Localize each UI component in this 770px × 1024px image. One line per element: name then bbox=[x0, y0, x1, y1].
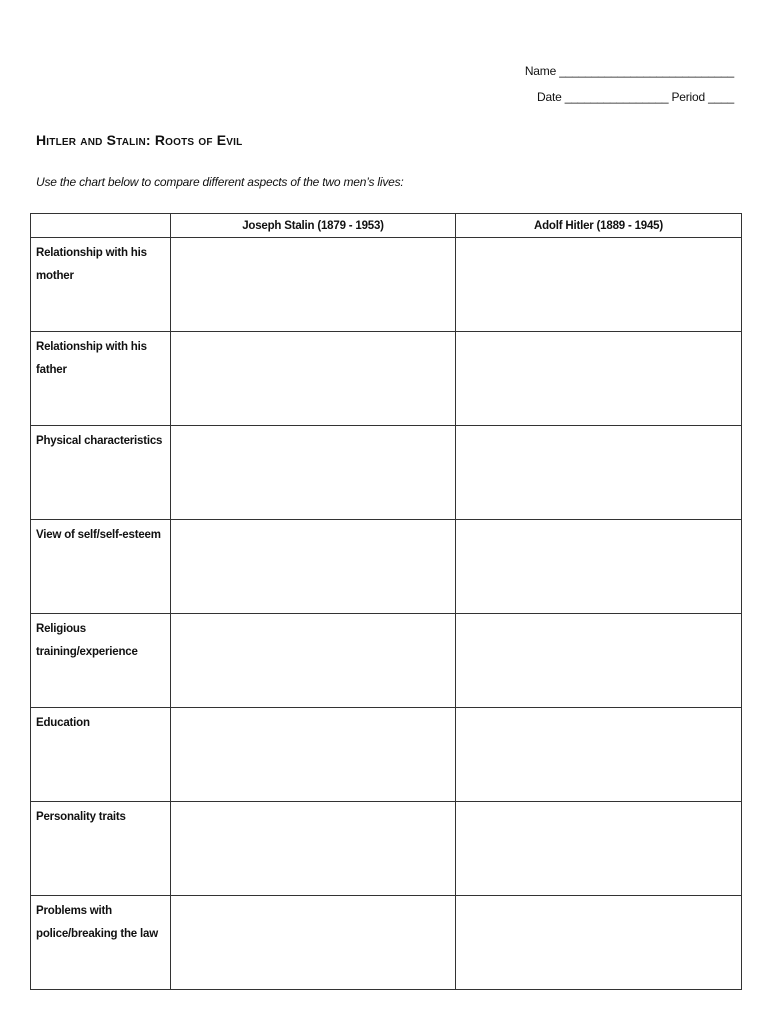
table-row bbox=[31, 426, 742, 520]
header-cell-hitler: Adolf Hitler (1889 - 1945) bbox=[456, 214, 742, 238]
instructions: Use the chart below to compare different aspects of the two men’s lives: bbox=[36, 175, 404, 189]
table-row bbox=[31, 802, 742, 896]
stalin-answer-cell[interactable] bbox=[171, 896, 456, 990]
stalin-answer-cell[interactable] bbox=[171, 802, 456, 896]
name-label: Name bbox=[524, 64, 557, 78]
row-label-police: Problems with police/breaking the law bbox=[31, 896, 171, 990]
stalin-answer-cell[interactable] bbox=[171, 332, 456, 426]
comparison-chart bbox=[30, 213, 742, 990]
row-label-mother: Relationship with his mother bbox=[31, 238, 171, 332]
hitler-answer-cell[interactable] bbox=[456, 614, 742, 708]
stalin-answer-cell[interactable] bbox=[171, 708, 456, 802]
table-row bbox=[31, 614, 742, 708]
table-row bbox=[31, 708, 742, 802]
table-row bbox=[31, 896, 742, 990]
hitler-answer-cell[interactable] bbox=[456, 426, 742, 520]
header-cell-empty bbox=[31, 214, 171, 238]
name-blank[interactable]: ___________________________ bbox=[559, 64, 734, 78]
hitler-answer-cell[interactable] bbox=[456, 802, 742, 896]
date-period-field[interactable] bbox=[537, 90, 734, 104]
chart-header-row bbox=[31, 214, 742, 238]
hitler-answer-cell[interactable] bbox=[456, 520, 742, 614]
row-label-personality: Personality traits bbox=[31, 802, 171, 896]
date-label: Date bbox=[537, 90, 562, 104]
stalin-answer-cell[interactable] bbox=[171, 426, 456, 520]
table-row bbox=[31, 238, 742, 332]
name-field[interactable] bbox=[525, 64, 734, 78]
hitler-answer-cell[interactable] bbox=[456, 896, 742, 990]
stalin-answer-cell[interactable] bbox=[171, 238, 456, 332]
date-blank[interactable]: ________________ bbox=[564, 90, 669, 104]
hitler-answer-cell[interactable] bbox=[456, 708, 742, 802]
stalin-answer-cell[interactable] bbox=[171, 520, 456, 614]
row-label-father: Relationship with his father bbox=[31, 332, 171, 426]
row-label-religious: Religious training/experience bbox=[31, 614, 171, 708]
header-cell-stalin: Joseph Stalin (1879 - 1953) bbox=[171, 214, 456, 238]
period-label: Period bbox=[671, 90, 705, 104]
row-label-self-esteem: View of self/self-esteem bbox=[31, 520, 171, 614]
hitler-answer-cell[interactable] bbox=[456, 238, 742, 332]
table-row bbox=[31, 520, 742, 614]
row-label-education: Education bbox=[31, 708, 171, 802]
stalin-answer-cell[interactable] bbox=[171, 614, 456, 708]
document-title: Hitler and Stalin: Roots of Evil bbox=[36, 132, 243, 148]
row-label-physical: Physical characteristics bbox=[31, 426, 171, 520]
hitler-answer-cell[interactable] bbox=[456, 332, 742, 426]
period-blank[interactable]: ____ bbox=[708, 90, 734, 104]
table-row bbox=[31, 332, 742, 426]
